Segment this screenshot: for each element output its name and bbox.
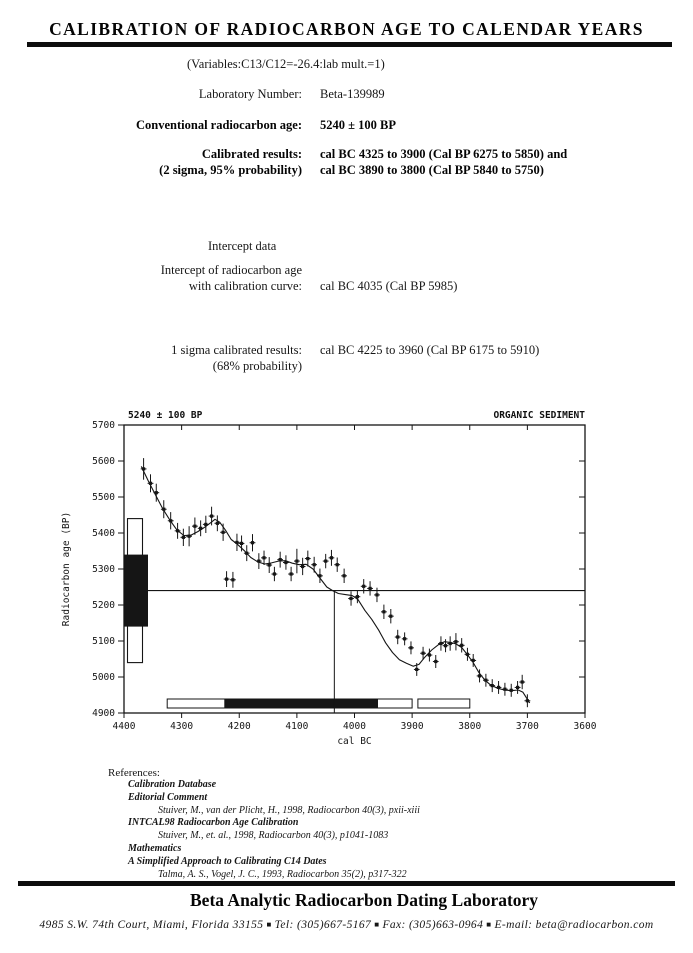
data-point-marker	[336, 563, 339, 566]
one-sigma-cal-range-box	[225, 699, 378, 708]
data-point-marker	[222, 531, 225, 534]
one-sigma-row	[0, 343, 539, 374]
data-point-marker	[356, 595, 359, 598]
data-point-marker	[444, 644, 447, 647]
one-sigma-label-line1: 1 sigma calibrated results:	[171, 343, 302, 357]
data-point-marker	[169, 519, 172, 522]
curve-data-points	[141, 458, 531, 707]
data-point-marker	[279, 558, 282, 561]
address-part: E-mail: beta@radiocarbon.com	[494, 919, 654, 931]
address-part: Tel: (305)667-5167	[274, 919, 372, 931]
data-point-marker	[284, 561, 287, 564]
data-point-marker	[428, 653, 431, 656]
one-sigma-value: cal BC 4225 to 3960 (Cal BP 6175 to 5910)	[320, 343, 540, 357]
y-tick-label: 5300	[92, 564, 115, 575]
data-point-marker	[313, 563, 316, 566]
references-heading: References:	[108, 767, 160, 779]
conventional-age-label: Conventional radiocarbon age:	[136, 118, 302, 132]
one-sigma-age-box	[124, 555, 148, 627]
variables-line: (Variables:C13/C12=-26.4:lab mult.=1)	[187, 57, 385, 71]
data-point-marker	[142, 467, 145, 470]
data-point-marker	[330, 556, 333, 559]
y-tick-label: 5700	[92, 420, 115, 431]
data-point-marker	[510, 689, 513, 692]
data-point-marker	[409, 646, 412, 649]
intercept-row	[0, 263, 457, 294]
reference-title: Editorial Comment	[128, 791, 208, 803]
data-point-marker	[382, 610, 385, 613]
y-tick-label: 4900	[92, 708, 115, 719]
data-point-marker	[210, 515, 213, 518]
lab-name: Beta Analytic Radiocarbon Dating Laboratory	[190, 890, 539, 910]
data-point-marker	[235, 541, 238, 544]
intercept-label-line2: with calibration curve:	[188, 278, 302, 293]
calibrated-results-label-line1: Calibrated results:	[201, 147, 302, 161]
x-tick-label: 4400	[112, 721, 136, 732]
data-point-marker	[434, 660, 437, 663]
data-point-marker	[225, 578, 228, 581]
data-point-marker	[273, 572, 276, 575]
calibrated-results-row	[0, 147, 567, 178]
data-point-marker	[149, 482, 152, 485]
two-sigma-cal-range-box	[418, 699, 470, 708]
y-tick-label: 5000	[92, 672, 115, 683]
one-sigma-label	[0, 343, 302, 374]
references-section	[108, 767, 420, 881]
lab-number-label: Laboratory Number:	[198, 87, 302, 101]
data-point-marker	[403, 637, 406, 640]
y-tick-label: 5200	[92, 600, 115, 611]
intercept-value: cal BC 4035 (Cal BP 5985)	[320, 278, 458, 293]
calibrated-results-value-line1: cal BC 4325 to 3900 (Cal BP 6275 to 5850) and	[320, 147, 568, 161]
calibrated-results-label	[0, 147, 302, 178]
data-point-marker	[362, 585, 365, 588]
intercept-label	[0, 263, 302, 294]
data-point-marker	[484, 679, 487, 682]
data-point-marker	[460, 644, 463, 647]
reference-citation: Talma, A. S., Vogel, J. C., 1993, Radiocarbon 35(2), p317-322	[158, 868, 407, 880]
data-point-marker	[301, 565, 304, 568]
reference-title: Calibration Database	[128, 779, 217, 790]
data-point-marker	[245, 552, 248, 555]
header-rule	[27, 42, 672, 47]
data-point-marker	[257, 560, 260, 563]
y-tick-label: 5600	[92, 456, 115, 467]
data-point-marker	[415, 668, 418, 671]
data-point-marker	[526, 699, 529, 702]
one-sigma-label-line2: (68% probability)	[212, 358, 302, 373]
calibration-curve	[141, 466, 529, 703]
data-point-marker	[182, 536, 185, 539]
data-point-marker	[422, 652, 425, 655]
separator-square-icon: ■	[374, 919, 380, 929]
y-tick-label: 5100	[92, 636, 115, 647]
data-point-marker	[155, 491, 158, 494]
address-part: Fax: (305)663-0964	[382, 919, 484, 931]
x-tick-label: 4300	[170, 721, 194, 732]
chart-age-label: 5240 ± 100 BP	[128, 410, 203, 421]
data-point-marker	[472, 659, 475, 662]
data-point-marker	[231, 578, 234, 581]
intercept-label-line1: Intercept of radiocarbon age	[160, 263, 302, 277]
y-tick-label: 5400	[92, 528, 115, 539]
y-axis-title: Radiocarbon age (BP)	[61, 511, 72, 627]
data-point-marker	[396, 635, 399, 638]
lab-number-value: Beta-139989	[320, 87, 385, 101]
x-axis-title: cal BC	[337, 736, 372, 747]
chart-material-label: ORGANIC SEDIMENT	[493, 410, 585, 421]
references-list	[108, 779, 420, 881]
data-point-marker	[268, 563, 271, 566]
separator-square-icon: ■	[266, 919, 272, 929]
address-part: 4985 S.W. 74th Court, Miami, Florida 33155	[39, 919, 264, 931]
data-point-marker	[188, 535, 191, 538]
data-point-marker	[216, 522, 219, 525]
data-point-marker	[240, 542, 243, 545]
x-tick-label: 3700	[515, 721, 539, 732]
reference-citation: Stuiver, M., van der Plicht, H., 1998, Radiocarbon 40(3), pxii-xiii	[158, 804, 420, 816]
data-point-marker	[193, 525, 196, 528]
data-point-marker	[369, 587, 372, 590]
page-title: CALIBRATION OF RADIOCARBON AGE TO CALENDAR YEARS	[49, 19, 644, 39]
data-point-marker	[343, 574, 346, 577]
intercept-heading: Intercept data	[208, 239, 277, 253]
data-point-marker	[454, 640, 457, 643]
data-point-marker	[497, 686, 500, 689]
x-tick-label: 3600	[573, 721, 597, 732]
y-tick-label: 5500	[92, 492, 115, 503]
lab-number-row	[0, 87, 385, 103]
data-point-marker	[251, 541, 254, 544]
x-tick-label: 4200	[227, 721, 251, 732]
data-point-marker	[176, 529, 179, 532]
reference-citation: Stuiver, M., et. al., 1998, Radiocarbon 40(3), p1041-1083	[158, 830, 389, 842]
data-point-marker	[162, 508, 165, 511]
data-point-marker	[306, 557, 309, 560]
data-point-marker	[503, 688, 506, 691]
data-point-marker	[318, 574, 321, 577]
x-tick-label: 3900	[400, 721, 424, 732]
calibrated-results-value-line2: cal BC 3890 to 3800 (Cal BP 5840 to 5750)	[320, 162, 544, 177]
calibration-chart	[55, 396, 615, 756]
x-tick-label: 4100	[285, 721, 309, 732]
calibrated-results-label-line2: (2 sigma, 95% probability)	[159, 162, 302, 177]
data-point-marker	[290, 572, 293, 575]
x-tick-label: 4000	[343, 721, 366, 732]
data-point-marker	[466, 653, 469, 656]
x-tick-label: 3800	[458, 721, 482, 732]
calibrated-results-value	[320, 147, 567, 178]
plot-border	[124, 425, 585, 713]
conventional-age-value: 5240 ± 100 BP	[320, 118, 396, 132]
data-point-marker	[295, 560, 298, 563]
reference-title: INTCAL98 Radiocarbon Age Calibration	[128, 817, 299, 829]
separator-square-icon: ■	[486, 919, 492, 929]
data-point-marker	[204, 523, 207, 526]
data-point-marker	[478, 674, 481, 677]
reference-title: A Simplified Approach to Calibrating C14 Dates	[128, 855, 327, 867]
data-point-marker	[349, 597, 352, 600]
data-point-marker	[389, 615, 392, 618]
data-point-marker	[262, 556, 265, 559]
data-point-marker	[516, 686, 519, 689]
data-point-marker	[375, 593, 378, 596]
data-point-marker	[439, 642, 442, 645]
data-point-marker	[521, 680, 524, 683]
data-point-marker	[449, 642, 452, 645]
data-point-marker	[199, 527, 202, 530]
reference-title: Mathematics	[128, 842, 182, 854]
lab-address-line	[18, 919, 675, 931]
data-point-marker	[324, 560, 327, 563]
data-point-marker	[491, 684, 494, 687]
footer-rule	[18, 881, 675, 886]
conventional-age-row	[0, 118, 396, 134]
